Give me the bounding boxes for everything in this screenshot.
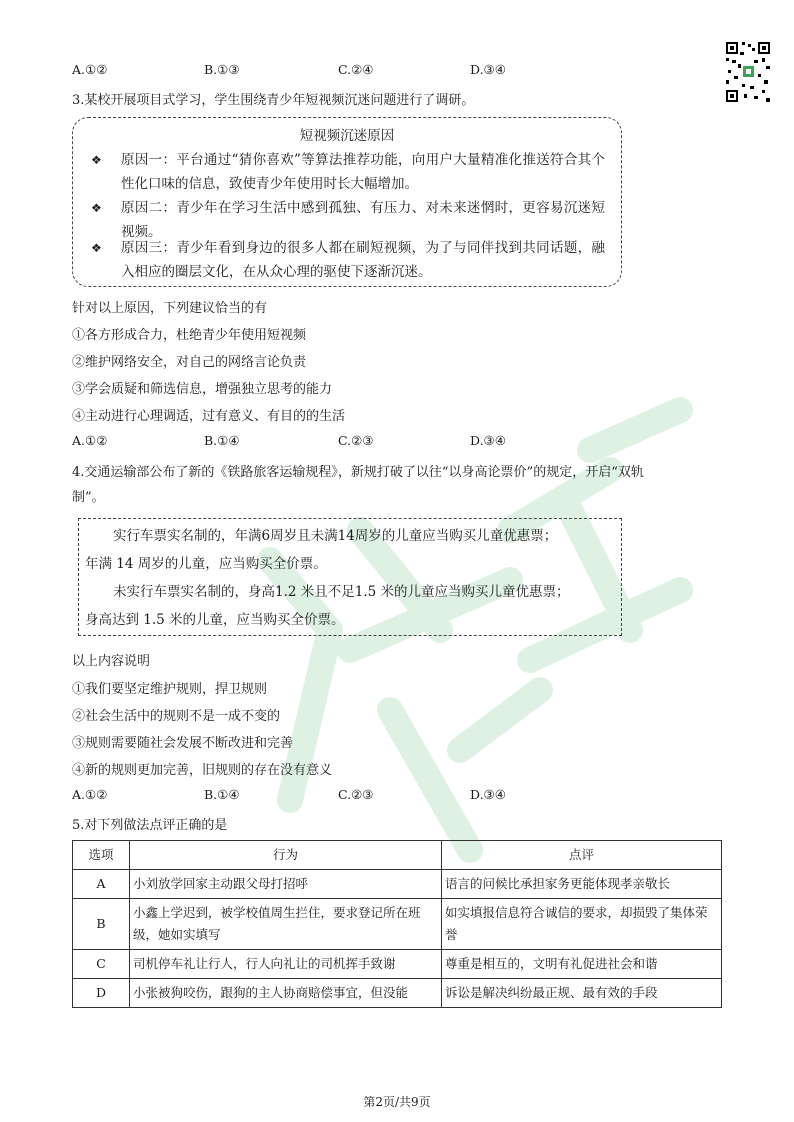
q4-box-p2-line2: 身高达到 1.5 米的儿童，应当购买全价票。 [85, 612, 345, 628]
q3-options [72, 433, 632, 453]
q4-option-d: D.③④ [470, 787, 506, 802]
q4-item-4: ④新的规则更加完善，旧规则的存在没有意义 [72, 763, 333, 778]
q4-options [72, 787, 632, 807]
row-comment: 尊重是相互的，文明有礼促进社会和谐 [442, 950, 722, 979]
row-option: D [73, 979, 130, 1008]
row-comment: 语言的问候比承担家务更能体现孝亲敬长 [442, 870, 722, 899]
table-header-row [73, 841, 722, 870]
qr-code-icon [724, 40, 772, 104]
row-option: B [73, 899, 130, 950]
q4-stem-line-1: 4.交通运输部公布了新的《铁路旅客运输规程》，新规打破了以往“以身高论票价”的规定，开启“双轨 [72, 465, 644, 480]
q3-item-2: ②维护网络安全，对自己的网络言论负责 [72, 355, 307, 370]
diamond-bullet-icon: ❖ [91, 153, 102, 167]
q3-box-title: 短视频沉迷原因 [299, 128, 395, 144]
q5-stem: 5.对下列做法点评正确的是 [72, 818, 228, 833]
q2-option-a: A.①② [72, 62, 108, 77]
table-row [73, 870, 722, 899]
header-comment: 点评 [442, 841, 722, 870]
q4-rule-box [78, 518, 622, 636]
header-option: 选项 [73, 841, 130, 870]
row-action: 小张被狗咬伤，跟狗的主人协商赔偿事宜，但没能 [130, 979, 442, 1008]
header-action: 行为 [130, 841, 442, 870]
row-action: 司机停车礼让行人，行人向礼让的司机挥手致谢 [130, 950, 442, 979]
diamond-bullet-icon: ❖ [91, 201, 102, 215]
q3-question: 针对以上原因，下列建议恰当的有 [72, 301, 268, 316]
row-comment: 诉讼是解决纠纷最正规、最有效的手段 [442, 979, 722, 1008]
table-row [73, 979, 722, 1008]
q4-stem-line-2: 制”。 [72, 490, 105, 505]
page-number: 第2页/共9页 [363, 1095, 431, 1109]
q4-option-c: C.②③ [338, 787, 374, 802]
q4-box-p2-line1: 未实行车票实名制的，身高1.2 米且不足1.5 米的儿童应当购买儿童优惠票； [113, 584, 570, 600]
q4-box-p1-line2: 年满 14 周岁的儿童，应当购买全价票。 [85, 556, 327, 572]
q3-reason-3: ❖ 原因三：青少年看到身边的很多人都在刷短视频，为了与同伴找到共同话题，融入相应的圈层文化，在从众心理的驱使下逐渐沉迷。 [91, 236, 605, 284]
q3-reason-2: ❖ 原因二：青少年在学习生活中感到孤独、有压力、对未来迷惘时，更容易沉迷短视频。 [91, 196, 605, 244]
q3-reason-1: ❖ 原因一：平台通过“猜你喜欢”等算法推荐功能，向用户大量精准化推送符合其个性化口味的信息，致使青少年使用时长大幅增加。 [91, 148, 605, 196]
q4-option-b: B.①④ [204, 787, 240, 802]
q4-box-p1-line1: 实行车票实名制的，年满6周岁且未满14周岁的儿童应当购买儿童优惠票； [113, 528, 558, 544]
q4-item-1: ①我们要坚定维护规则，捍卫规则 [72, 682, 268, 697]
q4-item-2: ②社会生活中的规则不是一成不变的 [72, 709, 281, 724]
q3-item-4: ④主动进行心理调适，过有意义、有目的的生活 [72, 409, 346, 424]
q3-option-d: D.③④ [470, 433, 506, 448]
q3-reasons-box [72, 117, 622, 287]
q4-option-a: A.①② [72, 787, 108, 802]
q4-question: 以上内容说明 [72, 654, 151, 669]
q2-options [72, 62, 632, 82]
q4-item-3: ③规则需要随社会发展不断改进和完善 [72, 736, 294, 751]
row-option: C [73, 950, 130, 979]
row-option: A [73, 870, 130, 899]
row-action: 小鑫上学迟到，被学校值周生拦住，要求登记所在班级，她如实填写 [130, 899, 442, 950]
diamond-bullet-icon: ❖ [91, 241, 102, 255]
q2-option-b: B.①③ [204, 62, 240, 77]
q3-option-c: C.②③ [338, 433, 374, 448]
table-row [73, 899, 722, 950]
q3-option-a: A.①② [72, 433, 108, 448]
q2-option-d: D.③④ [470, 62, 506, 77]
row-comment: 如实填报信息符合诚信的要求，却损毁了集体荣誉 [442, 899, 722, 950]
q5-table [72, 840, 722, 1008]
table-row [73, 950, 722, 979]
q3-stem: 3.某校开展项目式学习，学生围绕青少年短视频沉迷问题进行了调研。 [72, 93, 475, 108]
q3-item-1: ①各方形成合力，杜绝青少年使用短视频 [72, 328, 307, 343]
row-action: 小刘放学回家主动跟父母打招呼 [130, 870, 442, 899]
q3-option-b: B.①④ [204, 433, 240, 448]
q3-item-3: ③学会质疑和筛选信息，增强独立思考的能力 [72, 382, 333, 397]
q2-option-c: C.②④ [338, 62, 374, 77]
